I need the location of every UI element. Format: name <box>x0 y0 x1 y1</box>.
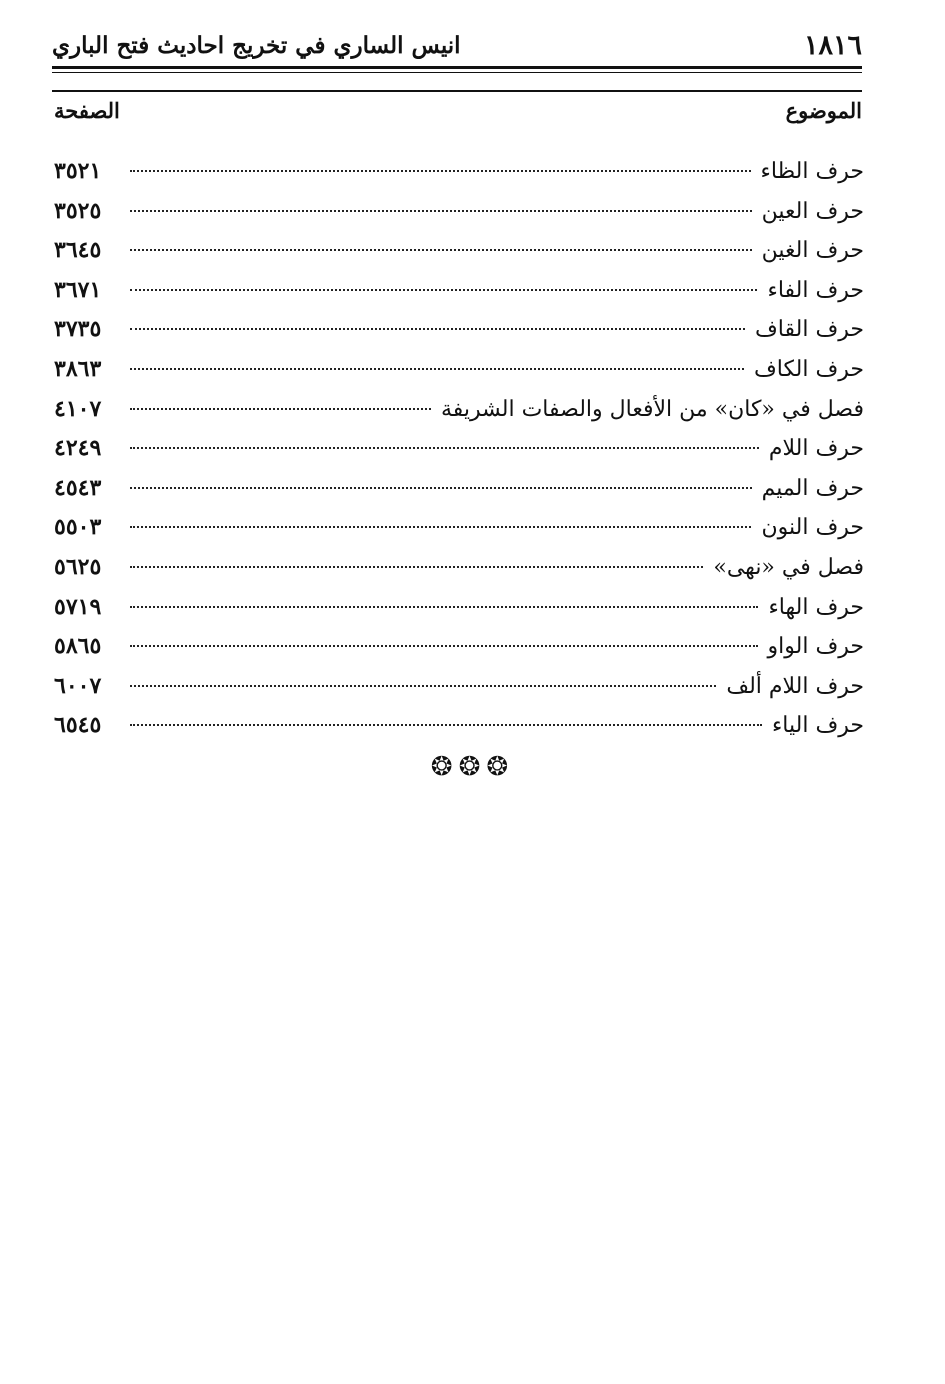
toc-entry-label: حرف الياء <box>771 713 864 739</box>
toc-entry-label: حرف الهاء <box>768 594 864 620</box>
flower-ornament-icon: ❂ <box>486 752 515 782</box>
dot-leader <box>130 724 762 726</box>
toc-entry-page: ٥٥٠٣ <box>54 514 102 541</box>
toc-entry-page: ٤٢٤٩ <box>54 435 102 462</box>
toc-entry-page: ٣٦٤٥ <box>54 237 102 264</box>
dot-leader <box>130 566 703 568</box>
toc-entry <box>54 554 864 594</box>
dot-leader <box>130 606 758 608</box>
table-of-contents <box>54 158 864 752</box>
toc-entry-page: ٤٥٤٣ <box>54 474 102 501</box>
dot-leader <box>130 685 716 687</box>
dot-leader <box>130 210 752 212</box>
toc-entry-page: ٦٠٠٧ <box>54 672 102 699</box>
toc-entry-page: ٣٨٦٣ <box>54 355 102 382</box>
column-header-page: الصفحة <box>54 98 120 123</box>
book-title: انيس الساري في تخريج احاديث فتح الباري <box>52 32 461 59</box>
toc-entry-label: حرف القاف <box>755 317 864 343</box>
toc-entry <box>54 594 864 634</box>
toc-entry-page: ٣٧٣٥ <box>54 316 102 343</box>
toc-entry <box>54 316 864 356</box>
flower-ornament-icon: ❂ <box>430 752 459 782</box>
dot-leader <box>130 487 752 489</box>
dot-leader <box>130 447 759 449</box>
toc-entry <box>54 158 864 198</box>
toc-entry-page: ٤١٠٧ <box>54 395 102 422</box>
toc-entry-page: ٦٥٤٥ <box>54 712 102 739</box>
toc-entry-page: ٥٦٢٥ <box>54 553 102 580</box>
toc-entry <box>54 514 864 554</box>
toc-entry-label: حرف العين <box>761 198 864 224</box>
toc-entry <box>54 396 864 436</box>
toc-entry-label: حرف الغين <box>761 238 864 264</box>
dot-leader <box>130 526 751 528</box>
toc-entry-page: ٥٨٦٥ <box>54 633 102 660</box>
toc-entry <box>54 712 864 752</box>
dot-leader <box>130 170 751 172</box>
toc-entry-page: ٣٥٢٥ <box>54 197 102 224</box>
dot-leader <box>130 408 431 410</box>
column-header-topic: الموضوع <box>785 98 862 123</box>
toc-entry-label: حرف الكاف <box>753 356 864 382</box>
toc-entry-label: حرف اللام <box>768 436 864 462</box>
section-end-ornament <box>0 752 945 782</box>
running-header <box>52 30 862 66</box>
flower-ornament-icon: ❂ <box>458 752 487 782</box>
dot-leader <box>130 328 745 330</box>
column-header-rule <box>52 90 862 92</box>
toc-entry-label: حرف الميم <box>761 475 864 501</box>
toc-entry-label: حرف اللام ألف <box>726 673 864 699</box>
toc-entry <box>54 198 864 238</box>
toc-entry-page: ٥٧١٩ <box>54 593 102 620</box>
dot-leader <box>130 289 757 291</box>
toc-entry <box>54 237 864 277</box>
header-rule-thin <box>52 72 862 73</box>
dot-leader <box>130 249 752 251</box>
toc-entry <box>54 356 864 396</box>
dot-leader <box>130 368 744 370</box>
toc-entry-label: حرف الواو <box>767 634 864 660</box>
toc-entry <box>54 673 864 713</box>
toc-entry-label: فصل في «كان» من الأفعال والصفات الشريفة <box>440 396 864 422</box>
toc-entry-label: حرف الظاء <box>760 159 864 184</box>
toc-entry-page: ٣٥٢١ <box>54 158 102 184</box>
toc-entry-label: حرف النون <box>761 515 864 541</box>
toc-entry <box>54 435 864 475</box>
toc-entry-label: حرف الفاء <box>767 277 864 303</box>
page-number: ١٨١٦ <box>803 30 862 61</box>
dot-leader <box>130 645 758 647</box>
toc-entry-label: فصل في «نهى» <box>713 554 864 580</box>
toc-entry <box>54 277 864 317</box>
header-rule-thick <box>52 66 862 69</box>
toc-entry <box>54 633 864 673</box>
toc-entry <box>54 475 864 515</box>
toc-entry-page: ٣٦٧١ <box>54 276 102 303</box>
